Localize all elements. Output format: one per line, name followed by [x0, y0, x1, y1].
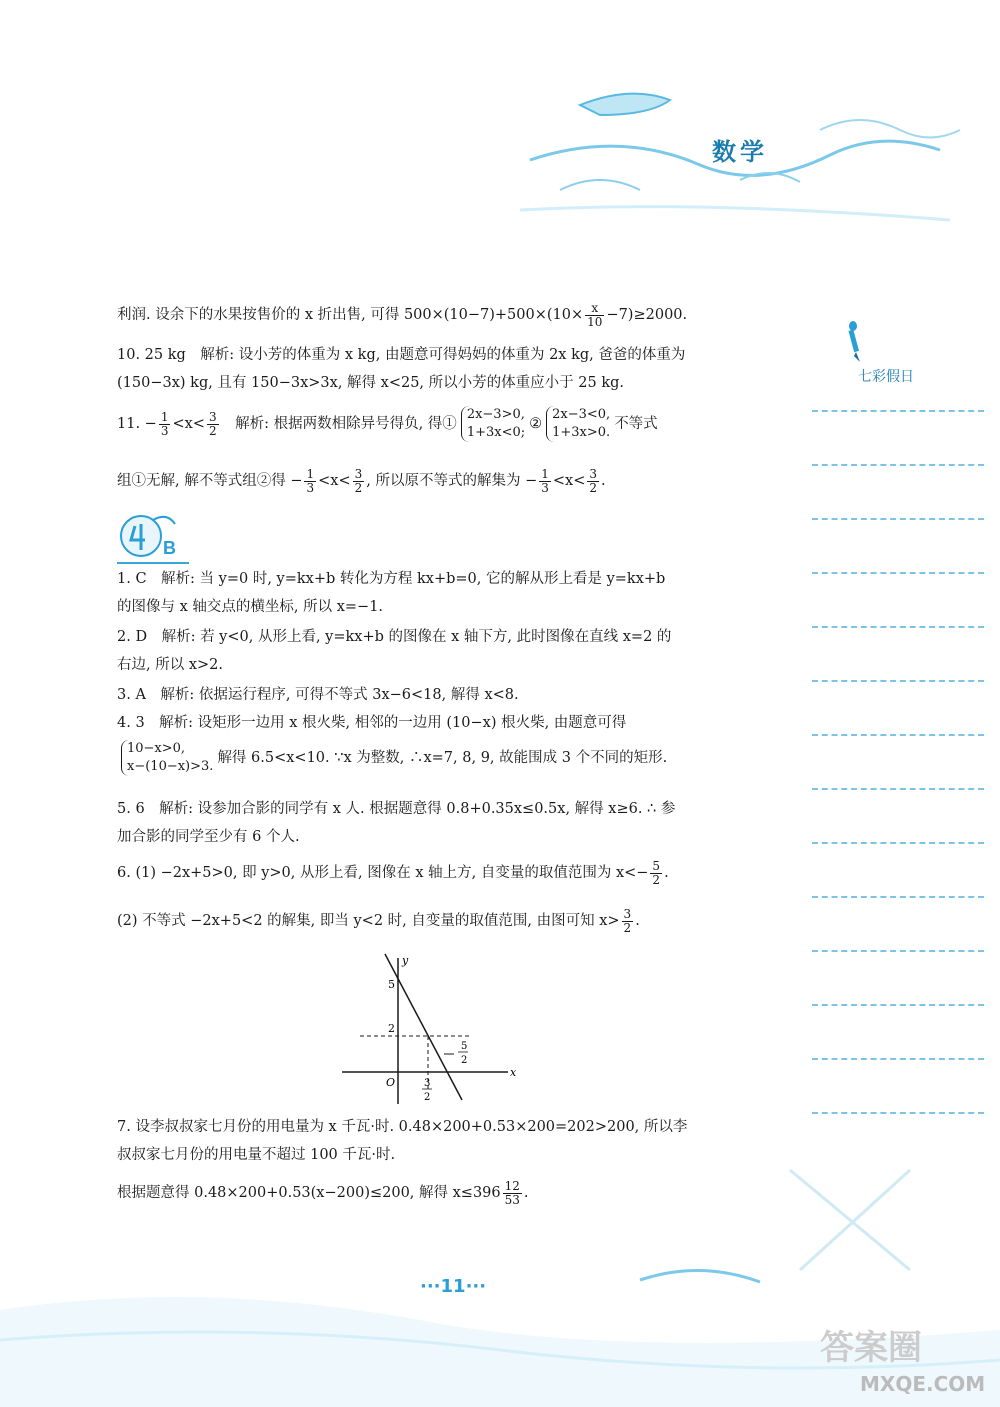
y-tick-5: 5: [388, 978, 395, 991]
r-frac-den: 2: [461, 1055, 468, 1066]
note-line: [812, 1004, 984, 1006]
note-line: [812, 950, 984, 952]
inequality-system: 2x−3<0, 1+3x>0.: [546, 406, 610, 442]
answer-line: 根据题意得 0.48×200+0.53(x−200)≤200, 解得 x≤396 $\frac{12}{53}$ .: [117, 1178, 529, 1207]
watermark-text: 答案圈: [820, 1328, 922, 1368]
answer-line: 4. 3 解析: 设矩形一边用 x 根火柴, 相邻的一边用 (10−x) 根火柴, 由题意可得: [117, 715, 627, 731]
note-line: [812, 896, 984, 898]
fraction: $\frac{1}{3}$: [541, 466, 549, 495]
note-line: [812, 1112, 984, 1114]
answer-line: 11. − $\frac{1}{3}$ <x< $\frac{3}{2}$ 解析: 根据两数相除异号得负, 得① 2x−3>0, 1+3x<0; ② 2x−3<0, 1+3x>0. 不等式: [117, 407, 658, 440]
section-label: B: [163, 538, 176, 558]
answer-line: 7. 设李叔叔家七月份的用电量为 x 千瓦·时. 0.48×200+0.53×200=202>200, 所以李: [117, 1119, 688, 1135]
origin-label: O: [386, 1076, 396, 1089]
note-line: [812, 680, 984, 682]
note-line: [812, 518, 984, 520]
answer-line: (150−3x) kg, 且有 150−3x>3x, 解得 x<25, 所以小芳的体重应小于 25 kg.: [117, 375, 624, 391]
pencil-icon: [846, 320, 866, 364]
answer-line: 3. A 解析: 依据运行程序, 可得不等式 3x−6<18, 解得 x<8.: [117, 687, 519, 703]
note-line: [812, 1058, 984, 1060]
answer-line: (2) 不等式 −2x+5<2 的解集, 即当 y<2 时, 自变量的取值范围, 由图可知 x> $\frac{3}{2}$ .: [117, 906, 640, 935]
answer-line: 2. D 解析: 若 y<0, 从形上看, y=kx+b 的图像在 x 轴下方, 此时图像在直线 x=2 的: [117, 629, 672, 645]
x-frac-den: 2: [424, 1092, 431, 1103]
r-frac-num: 5: [461, 1041, 468, 1052]
function-graph: [330, 950, 530, 1110]
y-tick-2: 2: [388, 1022, 395, 1035]
fraction: $\frac{x}{10}$: [587, 300, 603, 329]
note-line: [812, 572, 984, 574]
sidebar-label: 七彩假日: [858, 369, 914, 385]
x-axis-label: x: [510, 1066, 517, 1079]
answer-line: 1. C 解析: 当 y=0 时, y=kx+b 转化为方程 kx+b=0, 它的解从形上看是 y=kx+b: [117, 571, 666, 587]
corner-decoration: [760, 1160, 960, 1280]
fraction: $\frac{3}{2}$: [589, 466, 597, 495]
answer-line: 组①无解, 解不等式组②得 − $\frac{1}{3}$ <x< $\frac{3}{2}$ , 所以原不等式的解集为 − $\frac{1}{3}$ <x< $\frac{3}{2}$ .: [117, 466, 606, 495]
note-line: [812, 734, 984, 736]
answer-line: 加合影的同学至少有 6 个人.: [117, 829, 300, 845]
fraction: $\frac{12}{53}$: [504, 1178, 520, 1207]
inequality-system: 2x−3>0, 1+3x<0;: [461, 406, 525, 442]
fraction: $\frac{3}{2}$: [354, 466, 363, 495]
answer-line: 6. (1) −2x+5>0, 即 y>0, 从形上看, 图像在 x 轴上方, 自变量的取值范围为 x<− $\frac{5}{2}$ .: [117, 858, 669, 887]
fraction: $\frac{1}{3}$: [160, 409, 169, 438]
note-line: [812, 626, 984, 628]
subject-title: 数学: [712, 138, 768, 166]
y-axis-label: y: [402, 954, 409, 967]
inequality-system: 10−x>0, x−(10−x)>3.: [121, 740, 213, 776]
answer-line: 叔叔家七月份的用电量不超过 100 千瓦·时.: [117, 1147, 396, 1163]
answer-line: 的图像与 x 轴交点的横坐标, 所以 x=−1.: [117, 599, 384, 615]
answer-line: 10. 25 kg 解析: 设小芳的体重为 x kg, 由题意可得妈妈的体重为 2x kg, 爸爸的体重为: [117, 347, 686, 363]
fraction: $\frac{3}{2}$: [623, 906, 632, 935]
answer-line: 10−x>0, x−(10−x)>3. 解得 6.5<x<10. ∵x 为整数, ∴x=7, 8, 9, 故能围成 3 个不同的矩形.: [117, 740, 667, 776]
section-underline: [117, 562, 189, 564]
fraction: $\frac{1}{3}$: [306, 466, 315, 495]
note-line: [812, 410, 984, 412]
answer-line: 右边, 所以 x>2.: [117, 657, 223, 673]
note-line: [812, 842, 984, 844]
page-number: ···11···: [420, 1276, 487, 1297]
note-line: [812, 464, 984, 466]
fraction: $\frac{5}{2}$: [652, 858, 661, 887]
watermark-url: MXQE.COM: [860, 1372, 986, 1396]
section-badge: [117, 510, 191, 562]
note-line: [812, 788, 984, 790]
answer-line: 5. 6 解析: 设参加合影的同学有 x 人. 根据题意得 0.8+0.35x≤0.5x, 解得 x≥6. ∴ 参: [117, 801, 676, 817]
x-frac-num: 3: [424, 1078, 431, 1089]
answer-line: 利润. 设余下的水果按售价的 x 折出售, 可得 500×(10−7)+500×(10× $\frac{x}{10}$ −7)≥2000.: [117, 300, 688, 329]
fraction: $\frac{3}{2}$: [208, 409, 217, 438]
